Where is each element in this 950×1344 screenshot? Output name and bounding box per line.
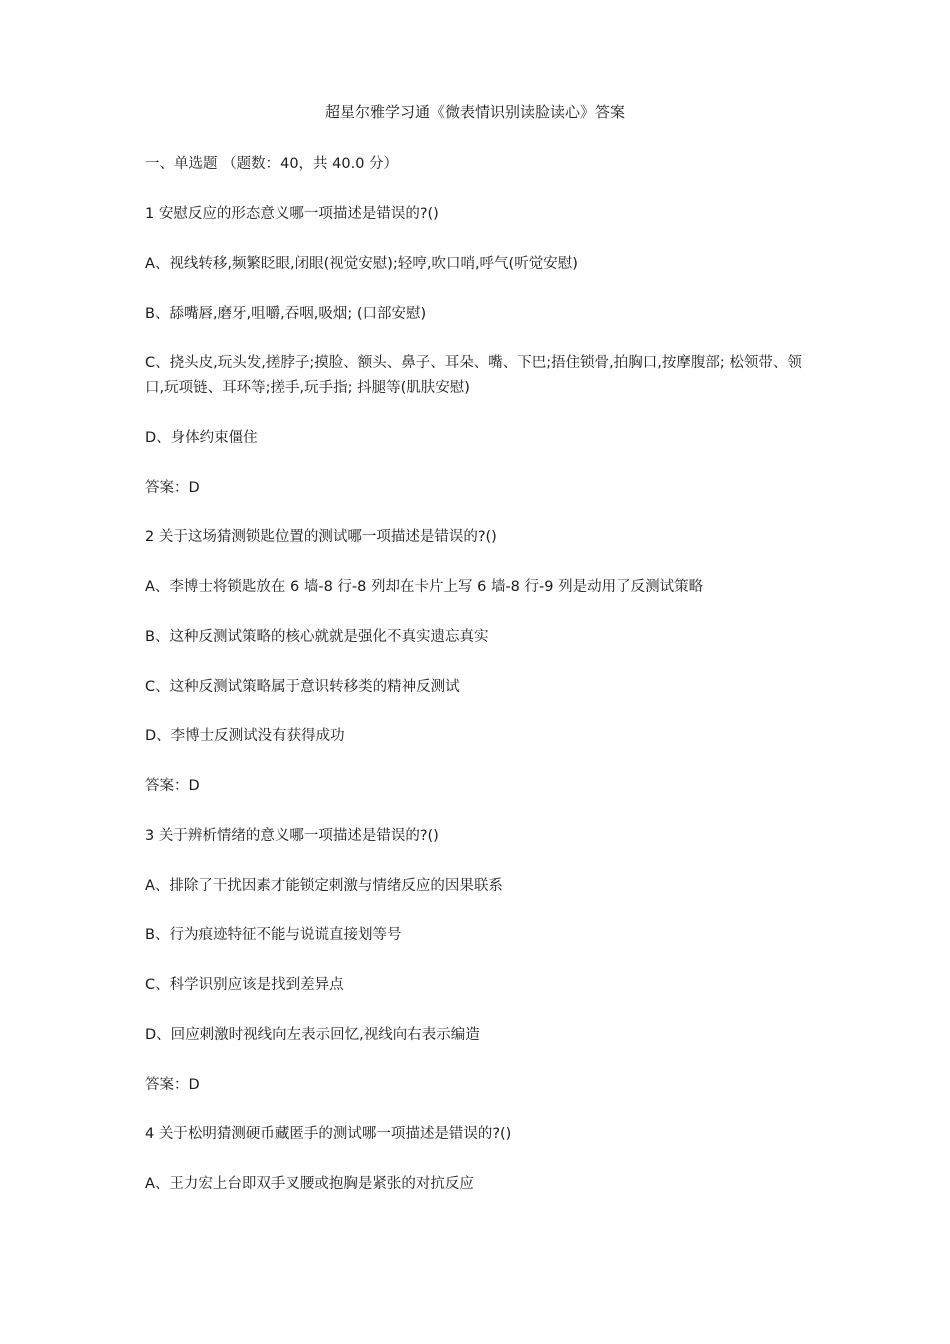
question-3-stem: 3 关于辨析情绪的意义哪一项描述是错误的?() bbox=[145, 828, 439, 844]
question-1-option-d: D、身体约束僵住 bbox=[145, 430, 258, 446]
question-1-option-b: B、舔嘴唇,磨牙,咀嚼,吞咽,吸烟; (口部安慰) bbox=[145, 306, 427, 322]
question-2-option-a: A、李博士将锁匙放在 6 墙-8 行-8 列却在卡片上写 6 墙-8 行-9 列是动用了反测试策略 bbox=[145, 579, 704, 595]
question-1-stem: 1 安慰反应的形态意义哪一项描述是错误的?() bbox=[145, 206, 439, 222]
question-2-stem: 2 关于这场猜测锁匙位置的测试哪一项描述是错误的?() bbox=[145, 529, 497, 545]
question-3-option-a: A、排除了干扰因素才能锁定刺激与情绪反应的因果联系 bbox=[145, 878, 503, 894]
document-title: 超星尔雅学习通《微表情识别读脸读心》答案 bbox=[324, 103, 625, 121]
question-4-option-a: A、王力宏上台即双手叉腰或抱胸是紧张的对抗反应 bbox=[145, 1176, 474, 1192]
question-3-option-c: C、科学识别应该是找到差异点 bbox=[145, 977, 344, 993]
question-1-answer: 答案：D bbox=[145, 480, 200, 496]
question-4-stem: 4 关于松明猜测硬币藏匿手的测试哪一项描述是错误的?() bbox=[145, 1126, 512, 1142]
question-2-option-c: C、这种反测试策略属于意识转移类的精神反测试 bbox=[145, 679, 460, 695]
question-1-option-c: C、挠头皮,玩头发,搓脖子;摸脸、额头、鼻子、耳朵、嘴、下巴;捂住锁骨,拍胸口,按摩腹部; 松领带、领口,玩项链、耳环等;搓手,玩手指; 抖腿等(肌肤安慰) bbox=[145, 355, 802, 396]
section-heading: 一、单选题 （题数：40，共 40.0 分） bbox=[145, 156, 399, 172]
question-3-answer: 答案：D bbox=[145, 1077, 200, 1093]
question-2-option-b: B、这种反测试策略的核心就就是强化不真实遗忘真实 bbox=[145, 629, 489, 645]
question-1-option-a: A、视线转移,频繁眨眼,闭眼(视觉安慰);轻哼,吹口哨,呼气(听觉安慰) bbox=[145, 256, 578, 272]
question-2-answer: 答案：D bbox=[145, 778, 200, 794]
question-3-option-b: B、行为痕迹特征不能与说谎直接划等号 bbox=[145, 927, 402, 943]
question-3-option-d: D、回应刺激时视线向左表示回忆,视线向右表示编造 bbox=[145, 1027, 480, 1043]
question-2-option-d: D、李博士反测试没有获得成功 bbox=[145, 728, 345, 744]
